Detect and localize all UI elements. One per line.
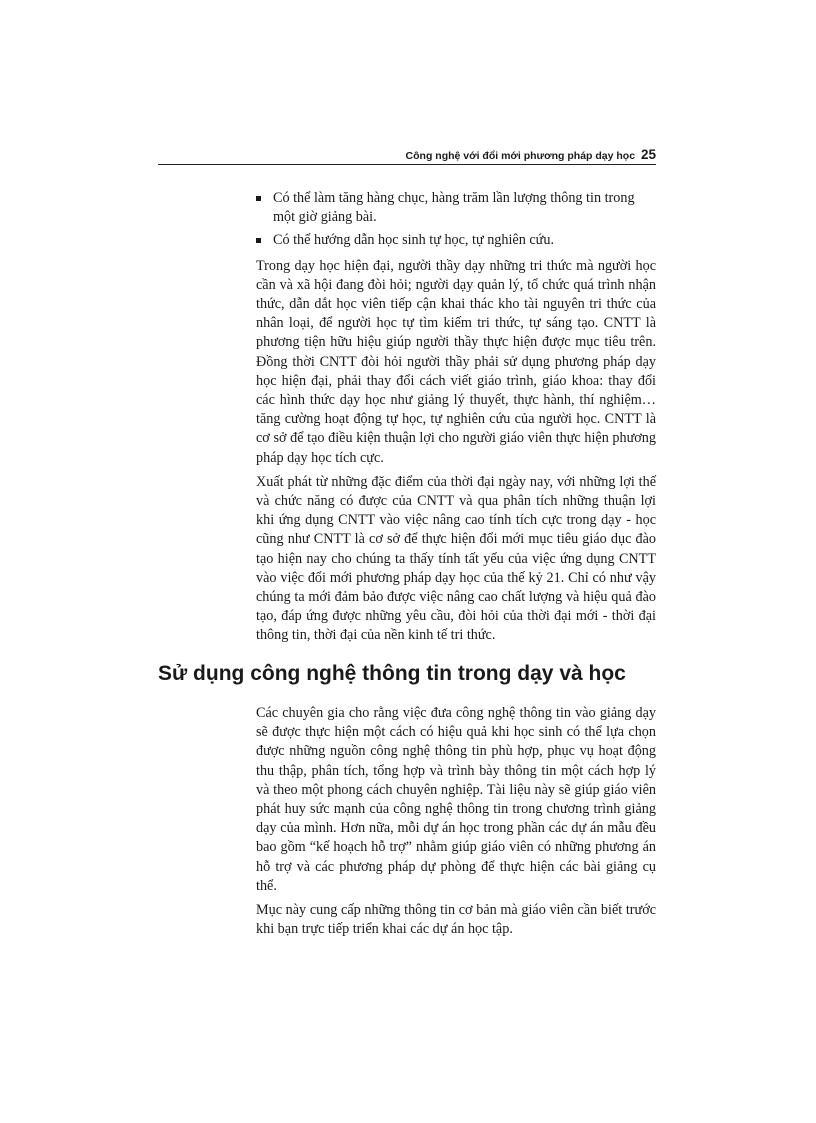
square-bullet-icon bbox=[256, 238, 261, 243]
section-heading: Sử dụng công nghệ thông tin trong dạy và học bbox=[158, 662, 626, 685]
bullet-text: Có thể hướng dẫn học sinh tự học, tự nghiên cứu. bbox=[273, 232, 554, 249]
square-bullet-icon bbox=[256, 196, 261, 201]
body-text-upper bbox=[256, 189, 656, 651]
bullet-item bbox=[256, 231, 656, 250]
body-text-lower bbox=[256, 704, 656, 944]
paragraph: Mục này cung cấp những thông tin cơ bản mà giáo viên cần biết trước khi bạn trực tiếp triển khai các dự án học tập. bbox=[256, 902, 656, 938]
page-number: 25 bbox=[640, 147, 656, 162]
paragraph: Trong dạy học hiện đại, người thầy dạy những tri thức mà người học cần và xã hội đang đòi hỏi; người dạy quản lý, tổ chức quá trình nhận thức, dẫn dắt học viên tiếp cận khai thác kho tài nguyên tri thức của nhân loại, để người học tự tìm kiếm tri thức, tự sáng tạo. CNTT là phương tiện hữu hiệu giúp người thầy thực hiện được mục tiêu trên. Đồng thời CNTT đòi hỏi người thầy phải sử dụng phương pháp dạy học hiện đại, phải thay đổi cách viết giáo trình, giáo khoa: thay đổi các hình thức dạy học như giảng lý thuyết, thực hành, thí nghiệm… tăng cường hoạt động tự học, tự nghiên cứu của người học. CNTT là cơ sở để tạo điều kiện thuận lợi cho người giáo viên thực hiện phương pháp dạy học tích cực. bbox=[256, 257, 656, 466]
bullet-text: Có thể làm tăng hàng chục, hàng trăm lần lượng thông tin trong một giờ giảng bài. bbox=[273, 190, 635, 226]
running-header bbox=[158, 146, 656, 165]
bullet-item bbox=[256, 189, 656, 227]
bullet-list bbox=[256, 189, 656, 251]
paragraph: Xuất phát từ những đặc điểm của thời đại ngày nay, với những lợi thế và chức năng có được của CNTT và qua phân tích những thuận lợi khi ứng dụng CNTT vào việc nâng cao tính tích cực trong dạy - học cũng như CNTT là cơ sở để thực hiện đổi mới mục tiêu giáo dục đào tạo hiện nay cho chúng ta thấy tính tất yếu của việc ứng dụng CNTT vào việc đổi mới phương pháp dạy học của thế kỷ 21. Chỉ có như vậy chúng ta mới đảm bảo được việc nâng cao chất lượng và hiệu quả đào tạo, đáp ứng được những yêu cầu, đòi hỏi của thời đại mới - thời đại thông tin, thời đại của nền kinh tế tri thức. bbox=[256, 473, 656, 644]
paragraph: Các chuyên gia cho rằng việc đưa công nghệ thông tin vào giảng dạy sẽ được thực hiện một cách có hiệu quả khi học sinh có thể lựa chọn được những nguồn công nghệ thông tin phù hợp, phục vụ hoạt động thu thập, phân tích, tổng hợp và trình bày thông tin một cách hợp lý và theo một phong cách chuyên nghiệp. Tài liệu này sẽ giúp giáo viên phát huy sức mạnh của công nghệ thông tin trong chương trình giảng dạy của mình. Hơn nữa, mỗi dự án học trong phần các dự án mẫu đều bao gồm “kế hoạch hỗ trợ” nhằm giúp giáo viên có những phương án hỗ trợ và các phương pháp dự phòng để thực hiện các bài giảng cụ thể. bbox=[256, 705, 656, 894]
running-title: Công nghệ với đổi mới phương pháp dạy học bbox=[405, 150, 636, 162]
